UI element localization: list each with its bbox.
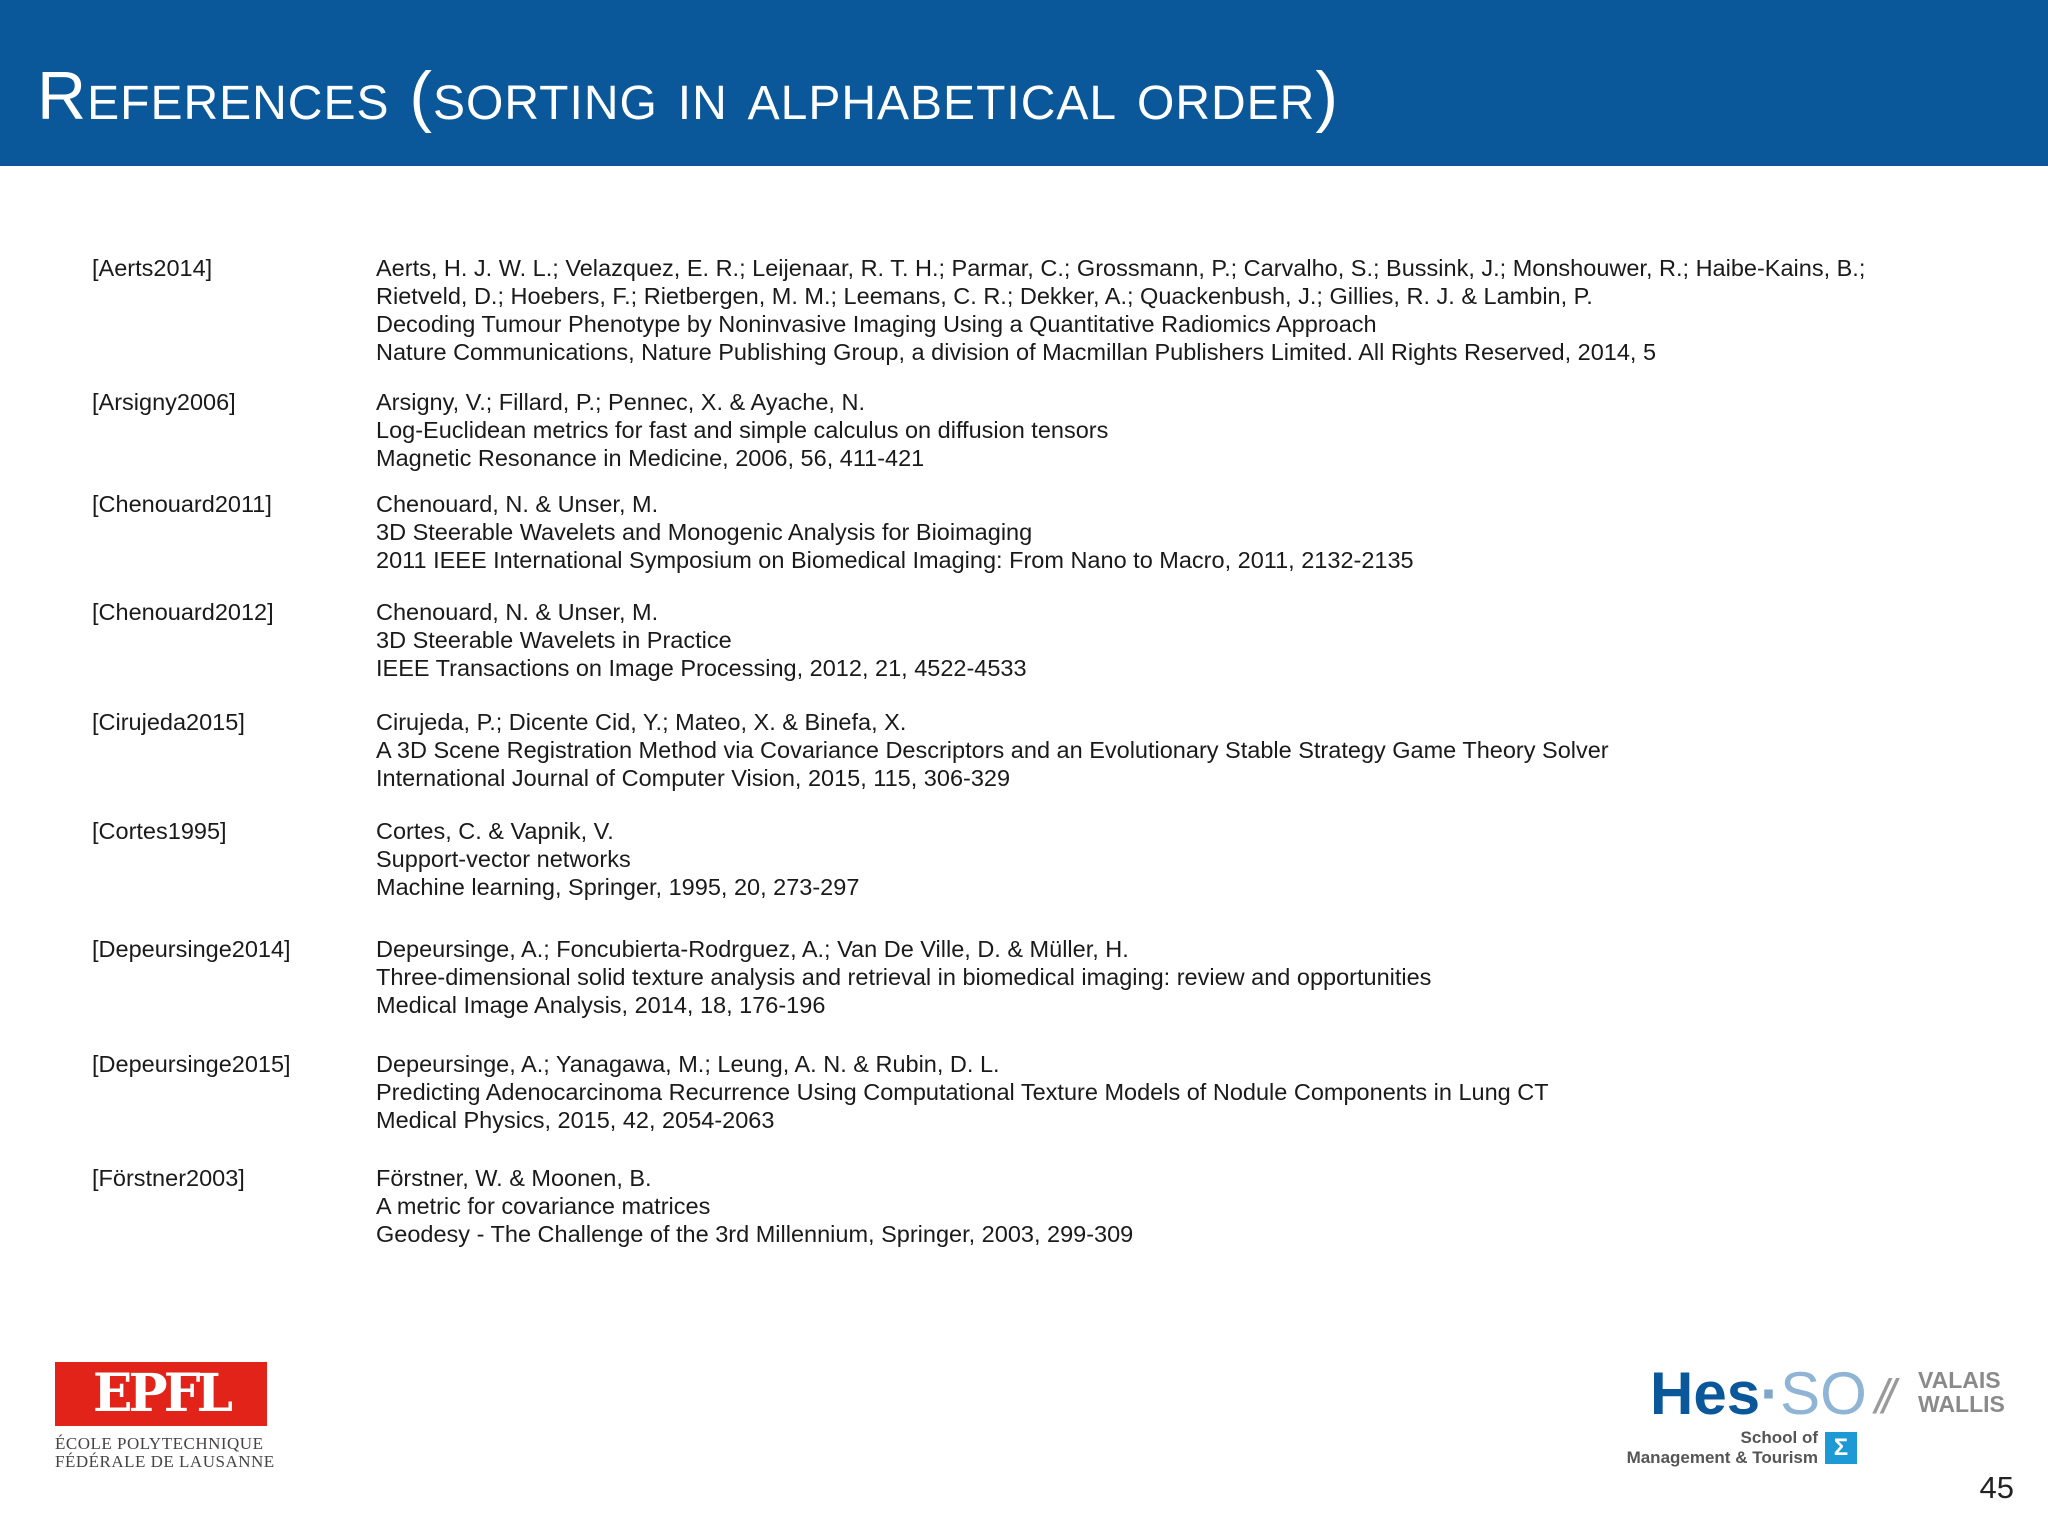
reference-line: Depeursinge, A.; Foncubierta-Rodrguez, A.; Van De Ville, D. & Müller, H.: [376, 936, 1129, 962]
sigma-icon: Σ: [1825, 1432, 1857, 1464]
slash-mark-icon: //: [1875, 1371, 1890, 1424]
reference-line: Nature Communications, Nature Publishing Group, a division of Macmillan Publishers Limited. All Rights Reserved, 2014, 5: [376, 339, 1657, 365]
school-line1: School of: [1740, 1428, 1818, 1447]
reference-citation: [376, 1050, 1996, 1134]
reference-line: Decoding Tumour Phenotype by Noninvasive Imaging Using a Quantitative Radiomics Approach: [376, 311, 1377, 337]
reference-line: Geodesy - The Challenge of the 3rd Millennium, Springer, 2003, 299-309: [376, 1221, 1134, 1247]
epfl-logo-wordmark: EPFL: [92, 1363, 230, 1424]
reference-line: Machine learning, Springer, 1995, 20, 273-297: [376, 874, 860, 900]
reference-citation: [376, 490, 1996, 574]
reference-key: [Förstner2003]: [92, 1165, 245, 1191]
reference-citation: [376, 254, 1996, 366]
reference-line: A 3D Scene Registration Method via Covariance Descriptors and an Evolutionary Stable Strategy Game Theory Solver: [376, 737, 1609, 763]
reference-line: A metric for covariance matrices: [376, 1193, 711, 1219]
reference-line: Log-Euclidean metrics for fast and simple calculus on diffusion tensors: [376, 417, 1109, 443]
reference-citation: [376, 388, 1996, 472]
hes-so-wordmark: [1650, 1362, 1867, 1426]
so-word: SO: [1780, 1360, 1867, 1427]
reference-line: Medical Physics, 2015, 42, 2054-2063: [376, 1107, 775, 1133]
reference-key: [Cirujeda2015]: [92, 709, 245, 735]
reference-key: [Chenouard2012]: [92, 599, 274, 625]
reference-line: Cirujeda, P.; Dicente Cid, Y.; Mateo, X. & Binefa, X.: [376, 709, 907, 735]
reference-line: IEEE Transactions on Image Processing, 2012, 21, 4522-4533: [376, 655, 1027, 681]
reference-line: Cortes, C. & Vapnik, V.: [376, 818, 614, 844]
reference-line: Rietveld, D.; Hoebers, F.; Rietbergen, M. M.; Leemans, C. R.; Dekker, A.; Quackenbush, J.; Gillies, R. J. & Lambin, P.: [376, 283, 1593, 309]
reference-line: Arsigny, V.; Fillard, P.; Pennec, X. & Ayache, N.: [376, 389, 865, 415]
reference-line: 2011 IEEE International Symposium on Biomedical Imaging: From Nano to Macro, 2011, 2132-2135: [376, 547, 1414, 573]
hes-dot: ·: [1760, 1360, 1781, 1427]
reference-citation: [376, 935, 1996, 1019]
reference-citation: [376, 1164, 1996, 1248]
epfl-logo-line2: FÉDÉRALE DE LAUSANNE: [55, 1452, 275, 1471]
reference-key: [Chenouard2011]: [92, 491, 272, 517]
reference-key: [Depeursinge2014]: [92, 936, 291, 962]
reference-key: [Cortes1995]: [92, 818, 227, 844]
reference-key: [Aerts2014]: [92, 255, 213, 281]
epfl-logo: [55, 1362, 275, 1472]
reference-line: Magnetic Resonance in Medicine, 2006, 56, 411-421: [376, 445, 925, 471]
reference-line: 3D Steerable Wavelets in Practice: [376, 627, 732, 653]
title-bar: [0, 0, 2048, 166]
reference-line: Aerts, H. J. W. L.; Velazquez, E. R.; Leijenaar, R. T. H.; Parmar, C.; Grossmann, P.; Carvalho, S.; Bussink, J.; Monshouwer, R.; Haibe-Kains, B.;: [376, 255, 1866, 281]
reference-line: Predicting Adenocarcinoma Recurrence Using Computational Texture Models of Nodule Components in Lung CT: [376, 1079, 1549, 1105]
hes-so-school: [1620, 1428, 1818, 1468]
reference-line: Depeursinge, A.; Yanagawa, M.; Leung, A. N. & Rubin, D. L.: [376, 1051, 1000, 1077]
hes-so-region: [1918, 1368, 2005, 1416]
reference-line: Medical Image Analysis, 2014, 18, 176-196: [376, 992, 826, 1018]
epfl-logo-line1: ÉCOLE POLYTECHNIQUE: [55, 1434, 264, 1453]
reference-key: [Arsigny2006]: [92, 389, 236, 415]
hes-so-logo: [1620, 1362, 2020, 1472]
reference-citation: [376, 817, 1996, 901]
reference-line: Three-dimensional solid texture analysis and retrieval in biomedical imaging: review and opportunities: [376, 964, 1432, 990]
epfl-logo-mark: [55, 1362, 267, 1426]
reference-line: Chenouard, N. & Unser, M.: [376, 599, 659, 625]
reference-line: Chenouard, N. & Unser, M.: [376, 491, 659, 517]
reference-line: 3D Steerable Wavelets and Monogenic Analysis for Bioimaging: [376, 519, 1033, 545]
reference-citation: [376, 598, 1996, 682]
school-line2: Management & Tourism: [1626, 1448, 1818, 1467]
reference-line: Support-vector networks: [376, 846, 631, 872]
reference-key: [Depeursinge2015]: [92, 1051, 291, 1077]
reference-line: International Journal of Computer Vision, 2015, 115, 306-329: [376, 765, 1011, 791]
reference-citation: [376, 708, 1996, 792]
region-line2: WALLIS: [1918, 1391, 2005, 1417]
page-number: 45: [1979, 1470, 2014, 1505]
region-line1: VALAIS: [1918, 1367, 2001, 1393]
slide-title: References (sorting in alphabetical order): [37, 58, 1339, 134]
reference-line: Förstner, W. & Moonen, B.: [376, 1165, 652, 1191]
hes-word: Hes: [1650, 1360, 1761, 1427]
